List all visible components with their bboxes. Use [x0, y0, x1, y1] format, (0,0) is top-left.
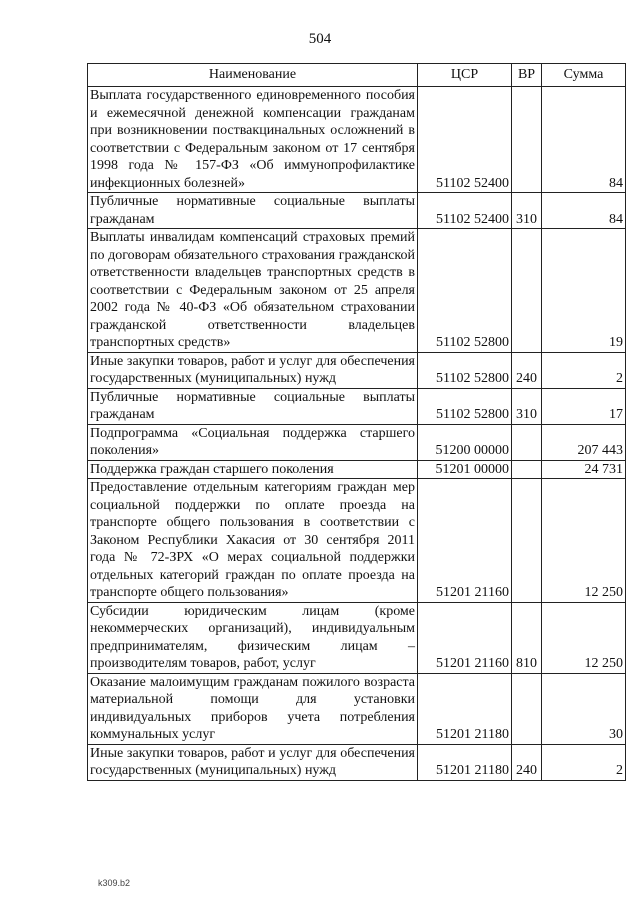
row-name: Поддержка граждан старшего поколения — [88, 460, 418, 479]
row-sum: 17 — [542, 388, 626, 424]
table-row — [88, 602, 626, 673]
table-row — [88, 744, 626, 780]
table-row — [88, 460, 626, 479]
row-csr: 51102 52800 — [418, 352, 512, 388]
header-csr: ЦСР — [418, 64, 512, 87]
row-name: Публичные нормативные социальные выплаты гражданам — [88, 388, 418, 424]
row-sum: 24 731 — [542, 460, 626, 479]
row-name: Подпрограмма «Социальная поддержка старшего поколения» — [88, 424, 418, 460]
row-sum: 30 — [542, 673, 626, 744]
budget-table — [87, 63, 626, 781]
row-vr — [512, 424, 542, 460]
row-sum: 84 — [542, 87, 626, 193]
row-name: Выплата государственного единовременного пособия и ежемесячной денежной компенсации гражданам при возникновении поствакцинальных осложнений в соответствии с Федеральным законом от 17 сентября 1998 года № 157-ФЗ «Об иммунопрофилактике инфекционных болезней» — [88, 87, 418, 193]
row-csr: 51102 52400 — [418, 193, 512, 229]
row-name: Предоставление отдельным категориям граждан мер социальной поддержки по оплате проезда на транспорте общего пользования в соответствии с Законом Республики Хакасия от 30 сентября 2011 года № 72-ЗРХ «О мерах социальной поддержки отдельных категорий граждан по оплате проезда на транспорте общего пользования» — [88, 479, 418, 603]
page-number: 504 — [308, 31, 332, 47]
row-csr: 51201 21160 — [418, 602, 512, 673]
row-name: Публичные нормативные социальные выплаты гражданам — [88, 193, 418, 229]
row-vr — [512, 229, 542, 353]
row-csr: 51102 52800 — [418, 229, 512, 353]
table-row — [88, 673, 626, 744]
row-csr: 51200 00000 — [418, 424, 512, 460]
row-vr — [512, 673, 542, 744]
row-csr: 51102 52800 — [418, 388, 512, 424]
header-name: Наименование — [88, 64, 418, 87]
row-vr: 310 — [512, 193, 542, 229]
row-vr — [512, 479, 542, 603]
row-csr: 51201 21180 — [418, 673, 512, 744]
row-sum: 19 — [542, 229, 626, 353]
footer-code: k309.b2 — [98, 878, 131, 888]
row-csr: 51102 52400 — [418, 87, 512, 193]
row-sum: 2 — [542, 744, 626, 780]
row-name: Иные закупки товаров, работ и услуг для обеспечения государственных (муниципальных) нужд — [88, 744, 418, 780]
row-vr — [512, 460, 542, 479]
row-csr: 51201 21160 — [418, 479, 512, 603]
table-row — [88, 193, 626, 229]
row-vr: 240 — [512, 744, 542, 780]
row-sum: 207 443 — [542, 424, 626, 460]
row-vr — [512, 87, 542, 193]
table-row — [88, 424, 626, 460]
table-header-row — [88, 64, 626, 87]
table-row — [88, 388, 626, 424]
row-vr: 240 — [512, 352, 542, 388]
row-csr: 51201 21180 — [418, 744, 512, 780]
row-sum: 12 250 — [542, 479, 626, 603]
header-sum: Сумма — [542, 64, 626, 87]
table-row — [88, 229, 626, 353]
row-vr: 810 — [512, 602, 542, 673]
row-csr: 51201 00000 — [418, 460, 512, 479]
table-row — [88, 87, 626, 193]
row-name: Иные закупки товаров, работ и услуг для обеспечения государственных (муниципальных) нужд — [88, 352, 418, 388]
row-sum: 12 250 — [542, 602, 626, 673]
row-vr: 310 — [512, 388, 542, 424]
row-name: Субсидии юридическим лицам (кроме некоммерческих организаций), индивидуальным предпринимателям, физическим лицам – производителям товаров, работ, услуг — [88, 602, 418, 673]
header-vr: ВР — [512, 64, 542, 87]
row-name: Выплаты инвалидам компенсаций страховых премий по договорам обязательного страхования гражданской ответственности владельцев транспортных средств в соответствии с Федеральным законом от 25 апреля 2002 года № 40-ФЗ «Об обязательном страховании гражданской ответственности владельцев транспортных средств» — [88, 229, 418, 353]
table-row — [88, 352, 626, 388]
row-sum: 84 — [542, 193, 626, 229]
row-name: Оказание малоимущим гражданам пожилого возраста материальной помощи для установки индивидуальных приборов учета потребления коммунальных услуг — [88, 673, 418, 744]
row-sum: 2 — [542, 352, 626, 388]
table-row — [88, 479, 626, 603]
